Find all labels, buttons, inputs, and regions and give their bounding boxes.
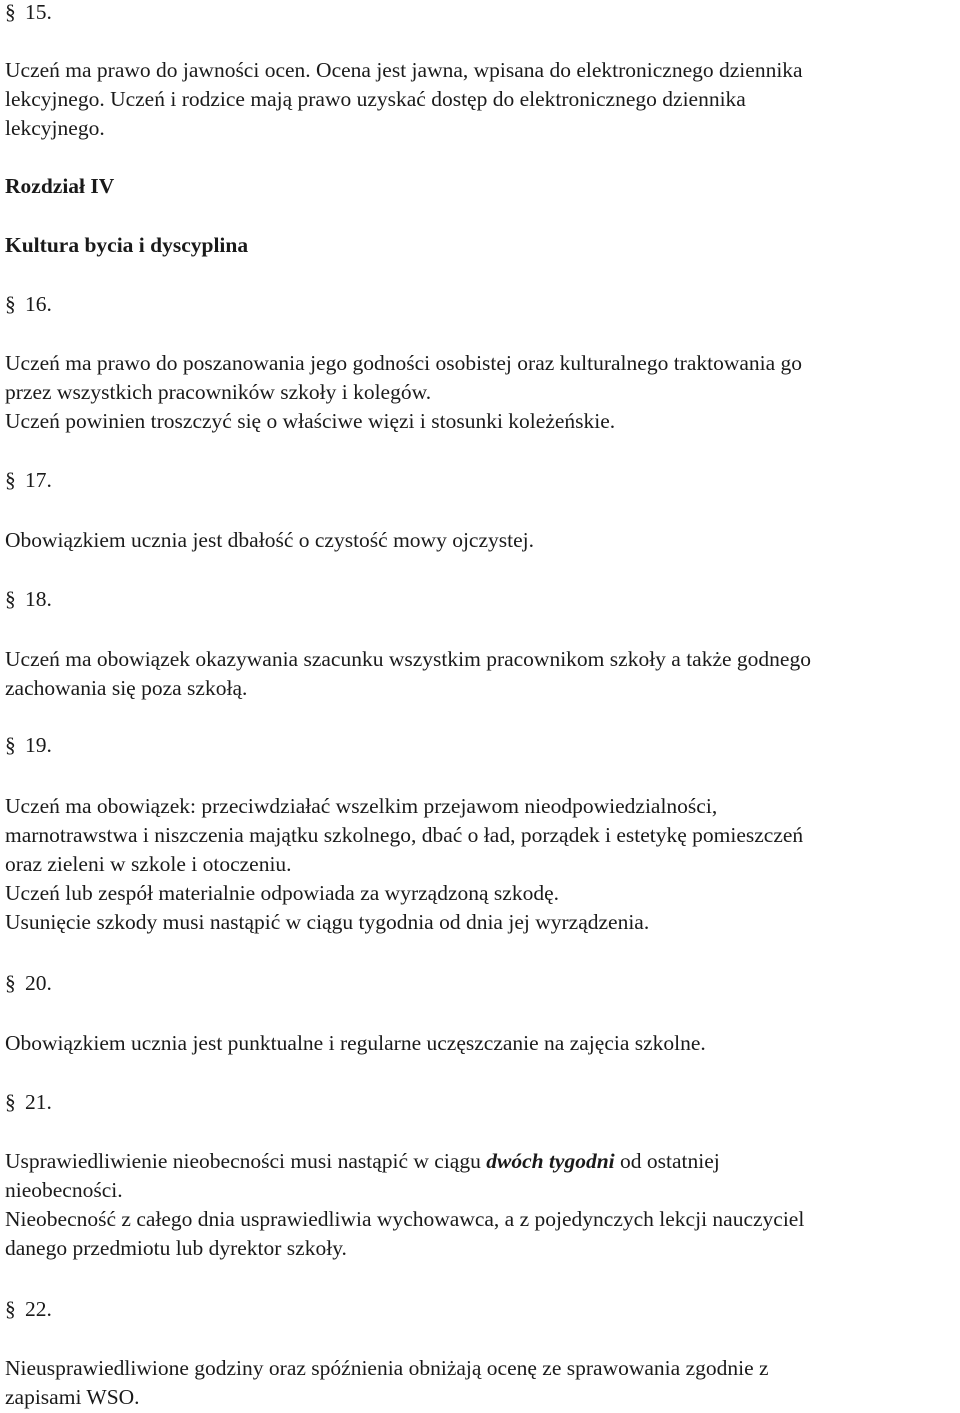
paragraph-line: Uczeń ma obowiązek: przeciwdziałać wszelkim przejawom nieodpowiedzialności, (5, 794, 718, 818)
paragraph-line: lekcyjnego. Uczeń i rodzice mają prawo uzyskać dostęp do elektronicznego dziennika (5, 87, 746, 111)
paragraph-line: zapisami WSO. (5, 1385, 140, 1409)
section-sign: § (5, 971, 16, 995)
section-heading-19 (5, 731, 52, 760)
section-number: 16. (25, 292, 52, 316)
section-body-19 (5, 792, 954, 937)
section-heading-20 (5, 969, 52, 998)
section-body-20 (5, 1029, 954, 1058)
section-body-17 (5, 526, 954, 555)
paragraph-line: zachowania się poza szkołą. (5, 676, 248, 700)
section-sign: § (5, 292, 16, 316)
paragraph-line: Uczeń powinien troszczyć się o właściwe więzi i stosunki koleżeńskie. (5, 409, 616, 433)
paragraph-line: Uczeń ma prawo do jawności ocen. Ocena jest jawna, wpisana do elektronicznego dziennika (5, 58, 803, 82)
paragraph-line: lekcyjnego. (5, 116, 105, 140)
paragraph-text: Usprawiedliwienie nieobecności musi nastąpić w ciągu (5, 1149, 487, 1173)
paragraph-line: Nieobecność z całego dnia usprawiedliwia wychowawca, a z pojedynczych lekcji nauczyciel (5, 1207, 805, 1231)
emphasized-text: dwóch tygodni (486, 1149, 615, 1173)
section-body-22 (5, 1354, 954, 1412)
paragraph-line: nieobecności. (5, 1178, 123, 1202)
paragraph-line: Obowiązkiem ucznia jest dbałość o czystość mowy ojczystej. (5, 528, 534, 552)
paragraph-line: marnotrawstwa i niszczenia majątku szkolnego, dbać o ład, porządek i estetykę pomieszczeń (5, 823, 804, 847)
paragraph-line: Uczeń ma obowiązek okazywania szacunku wszystkim pracownikom szkoły a także godnego (5, 647, 811, 671)
section-body-21 (5, 1147, 954, 1263)
paragraph-line: Uczeń ma prawo do poszanowania jego godności osobistej oraz kulturalnego traktowania go (5, 351, 803, 375)
section-sign: § (5, 0, 16, 24)
section-number: 21. (25, 1090, 52, 1114)
section-heading-15 (5, 0, 52, 27)
chapter-title: Kultura bycia i dyscyplina (5, 233, 249, 257)
paragraph-line (5, 1147, 954, 1176)
section-heading-21 (5, 1088, 52, 1117)
section-heading-22 (5, 1295, 52, 1324)
section-number: 20. (25, 971, 52, 995)
section-heading-16 (5, 290, 52, 319)
section-sign: § (5, 1297, 16, 1321)
section-body-16 (5, 349, 954, 436)
section-sign: § (5, 468, 16, 492)
section-number: 15. (25, 0, 52, 24)
section-number: 19. (25, 733, 52, 757)
paragraph-line: danego przedmiotu lub dyrektor szkoły. (5, 1236, 347, 1260)
paragraph-line: przez wszystkich pracowników szkoły i kolegów. (5, 380, 432, 404)
section-heading-18 (5, 585, 52, 614)
section-number: 17. (25, 468, 52, 492)
paragraph-line: Usunięcie szkody musi nastąpić w ciągu tygodnia od dnia jej wyrządzenia. (5, 910, 650, 934)
section-number: 22. (25, 1297, 52, 1321)
section-number: 18. (25, 587, 52, 611)
chapter-heading: Rozdział IV (5, 174, 115, 198)
paragraph-line: Nieusprawiedliwione godziny oraz spóźnienia obniżają ocenę ze sprawowania zgodnie z (5, 1356, 769, 1380)
section-body-15 (5, 56, 954, 143)
section-heading-17 (5, 466, 52, 495)
section-sign: § (5, 1090, 16, 1114)
section-body-18 (5, 645, 954, 703)
paragraph-line: Obowiązkiem ucznia jest punktualne i regularne uczęszczanie na zajęcia szkolne. (5, 1031, 706, 1055)
section-sign: § (5, 733, 16, 757)
section-sign: § (5, 587, 16, 611)
paragraph-line: oraz zieleni w szkole i otoczeniu. (5, 852, 292, 876)
paragraph-line: Uczeń lub zespół materialnie odpowiada za wyrządzoną szkodę. (5, 881, 559, 905)
paragraph-text: od ostatniej (614, 1149, 720, 1173)
